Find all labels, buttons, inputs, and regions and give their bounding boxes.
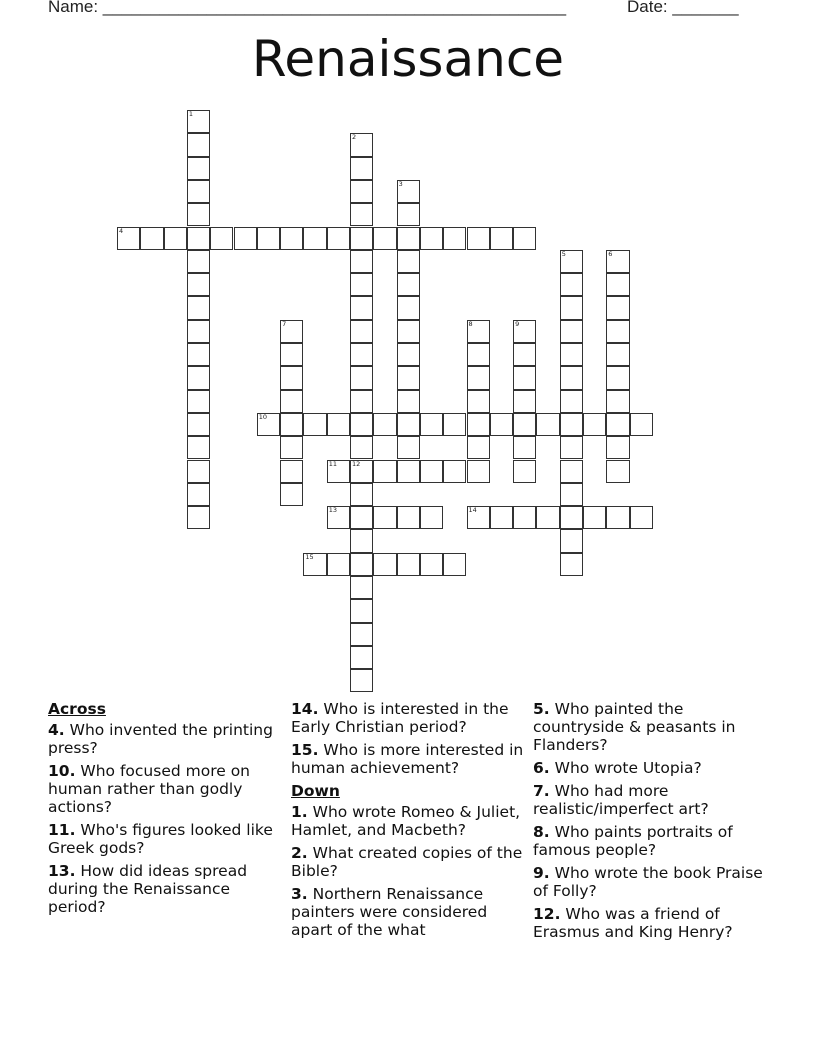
grid-cell[interactable] bbox=[536, 413, 559, 436]
clue-text: Northern Renaissance painters were considered apart of the what bbox=[291, 885, 488, 939]
cell-number: 15 bbox=[305, 552, 314, 561]
grid-cell[interactable] bbox=[513, 366, 536, 389]
grid-cell[interactable] bbox=[187, 227, 210, 250]
grid-cell[interactable] bbox=[606, 436, 629, 459]
down-heading: Down bbox=[291, 782, 340, 800]
grid-cell[interactable] bbox=[397, 553, 420, 576]
clue-item bbox=[291, 741, 527, 777]
grid-cell[interactable] bbox=[350, 390, 373, 413]
cell-number: 2 bbox=[352, 133, 357, 142]
grid-cell[interactable] bbox=[187, 296, 210, 319]
clue-item bbox=[533, 905, 773, 941]
clue-number: 14. bbox=[291, 700, 319, 718]
grid-cell[interactable] bbox=[467, 413, 490, 436]
across-clue-list bbox=[48, 721, 284, 916]
grid-cell[interactable] bbox=[397, 250, 420, 273]
cell-number: 8 bbox=[468, 319, 473, 328]
grid-cell[interactable] bbox=[257, 413, 280, 436]
down-clue-list-cont bbox=[533, 700, 773, 941]
grid-cell[interactable] bbox=[187, 133, 210, 156]
grid-cell[interactable] bbox=[397, 390, 420, 413]
grid-cell[interactable] bbox=[303, 227, 326, 250]
grid-cell[interactable] bbox=[490, 227, 513, 250]
cell-number: 9 bbox=[515, 319, 520, 328]
grid-cell[interactable] bbox=[467, 227, 490, 250]
grid-cell[interactable] bbox=[443, 413, 466, 436]
grid-cell[interactable] bbox=[397, 203, 420, 226]
grid-cell[interactable] bbox=[280, 460, 303, 483]
clue-text: Who wrote Romeo & Juliet, Hamlet, and Macbeth? bbox=[291, 803, 521, 839]
grid-cell[interactable] bbox=[327, 553, 350, 576]
grid-cell[interactable] bbox=[560, 529, 583, 552]
name-field-label: Name: _________________________________________________ bbox=[48, 0, 567, 16]
grid-cell[interactable] bbox=[513, 413, 536, 436]
clue-item bbox=[533, 823, 773, 859]
grid-cell[interactable] bbox=[280, 413, 303, 436]
cell-number: 10 bbox=[258, 412, 268, 421]
grid-cell[interactable] bbox=[350, 413, 373, 436]
clue-number: 9. bbox=[533, 864, 550, 882]
clue-column-3 bbox=[533, 700, 773, 946]
grid-cell[interactable] bbox=[187, 320, 210, 343]
grid-cell[interactable] bbox=[606, 320, 629, 343]
clue-column-2 bbox=[291, 700, 527, 944]
grid-cell[interactable] bbox=[350, 157, 373, 180]
grid-cell[interactable] bbox=[583, 506, 606, 529]
clue-text: Who is more interested in human achievement? bbox=[291, 741, 524, 777]
clue-item bbox=[533, 759, 773, 777]
cell-number: 13 bbox=[328, 506, 337, 515]
grid-cell[interactable] bbox=[350, 273, 373, 296]
clue-text: Who is interested in the Early Christian period? bbox=[291, 700, 509, 736]
clue-number: 4. bbox=[48, 721, 65, 739]
clue-item bbox=[291, 803, 527, 839]
clue-item bbox=[48, 721, 284, 757]
date-field-label: Date: _______ bbox=[627, 0, 739, 16]
grid-cell[interactable] bbox=[373, 460, 396, 483]
grid-cell[interactable] bbox=[467, 320, 490, 343]
clue-number: 3. bbox=[291, 885, 308, 903]
grid-cell[interactable] bbox=[117, 227, 140, 250]
grid-cell[interactable] bbox=[140, 227, 163, 250]
clue-text: Who invented the printing press? bbox=[48, 721, 273, 757]
cell-number: 12 bbox=[352, 459, 361, 468]
grid-cell[interactable] bbox=[513, 436, 536, 459]
grid-cell[interactable] bbox=[560, 343, 583, 366]
grid-cell[interactable] bbox=[350, 203, 373, 226]
cell-number: 14 bbox=[468, 506, 477, 515]
grid-cell[interactable] bbox=[606, 390, 629, 413]
grid-cell[interactable] bbox=[350, 669, 373, 692]
grid-cell[interactable] bbox=[350, 460, 373, 483]
grid-cell[interactable] bbox=[490, 413, 513, 436]
grid-cell[interactable] bbox=[187, 110, 210, 133]
grid-cell[interactable] bbox=[397, 460, 420, 483]
grid-cell[interactable] bbox=[327, 506, 350, 529]
grid-cell[interactable] bbox=[420, 506, 443, 529]
grid-cell[interactable] bbox=[467, 366, 490, 389]
grid-cell[interactable] bbox=[327, 227, 350, 250]
grid-cell[interactable] bbox=[373, 227, 396, 250]
grid-cell[interactable] bbox=[560, 553, 583, 576]
cell-number: 11 bbox=[328, 459, 337, 468]
clue-text: Who wrote the book Praise of Folly? bbox=[533, 864, 763, 900]
grid-cell[interactable] bbox=[350, 227, 373, 250]
grid-cell[interactable] bbox=[187, 203, 210, 226]
grid-cell[interactable] bbox=[560, 250, 583, 273]
grid-cell[interactable] bbox=[350, 320, 373, 343]
grid-cell[interactable] bbox=[513, 343, 536, 366]
grid-cell[interactable] bbox=[187, 343, 210, 366]
clue-item bbox=[291, 844, 527, 880]
cell-number: 4 bbox=[119, 226, 124, 235]
grid-cell[interactable] bbox=[513, 460, 536, 483]
clue-text: What created copies of the Bible? bbox=[291, 844, 523, 880]
grid-cell[interactable] bbox=[583, 413, 606, 436]
clue-text: Who paints portraits of famous people? bbox=[533, 823, 733, 859]
grid-cell[interactable] bbox=[467, 506, 490, 529]
grid-cell[interactable] bbox=[187, 413, 210, 436]
clue-number: 2. bbox=[291, 844, 308, 862]
puzzle-title: Renaissance bbox=[251, 30, 565, 88]
grid-cell[interactable] bbox=[280, 366, 303, 389]
clue-item bbox=[533, 700, 773, 754]
grid-cell[interactable] bbox=[397, 366, 420, 389]
clue-number: 6. bbox=[533, 759, 550, 777]
grid-cell[interactable] bbox=[560, 390, 583, 413]
grid-cell[interactable] bbox=[280, 483, 303, 506]
grid-cell[interactable] bbox=[350, 436, 373, 459]
grid-cell[interactable] bbox=[350, 529, 373, 552]
clue-number: 13. bbox=[48, 862, 76, 880]
grid-cell[interactable] bbox=[443, 553, 466, 576]
grid-cell[interactable] bbox=[513, 506, 536, 529]
grid-cell[interactable] bbox=[560, 436, 583, 459]
clue-item bbox=[48, 862, 284, 916]
clue-number: 1. bbox=[291, 803, 308, 821]
grid-cell[interactable] bbox=[606, 343, 629, 366]
grid-cell[interactable] bbox=[513, 227, 536, 250]
grid-cell[interactable] bbox=[560, 483, 583, 506]
grid-cell[interactable] bbox=[187, 157, 210, 180]
grid-cell[interactable] bbox=[350, 366, 373, 389]
grid-cell[interactable] bbox=[373, 553, 396, 576]
across-clue-list-cont bbox=[291, 700, 527, 777]
clue-text: Who was a friend of Erasmus and King Henry? bbox=[533, 905, 733, 941]
grid-cell[interactable] bbox=[397, 296, 420, 319]
grid-cell[interactable] bbox=[467, 390, 490, 413]
clue-number: 15. bbox=[291, 741, 319, 759]
grid-cell[interactable] bbox=[443, 227, 466, 250]
grid-cell[interactable] bbox=[606, 250, 629, 273]
grid-cell[interactable] bbox=[560, 506, 583, 529]
grid-cell[interactable] bbox=[280, 320, 303, 343]
clue-number: 8. bbox=[533, 823, 550, 841]
grid-cell[interactable] bbox=[397, 227, 420, 250]
cell-number: 6 bbox=[608, 249, 613, 258]
clue-number: 7. bbox=[533, 782, 550, 800]
grid-cell[interactable] bbox=[327, 413, 350, 436]
grid-cell[interactable] bbox=[606, 413, 629, 436]
grid-cell[interactable] bbox=[350, 576, 373, 599]
grid-cell[interactable] bbox=[397, 506, 420, 529]
grid-cell[interactable] bbox=[234, 227, 257, 250]
clue-text: Who wrote Utopia? bbox=[549, 759, 702, 777]
clue-number: 10. bbox=[48, 762, 76, 780]
grid-cell[interactable] bbox=[350, 250, 373, 273]
grid-cell[interactable] bbox=[420, 227, 443, 250]
grid-cell[interactable] bbox=[187, 436, 210, 459]
clue-text: Who's figures looked like Greek gods? bbox=[48, 821, 273, 857]
cell-number: 3 bbox=[398, 179, 403, 188]
grid-cell[interactable] bbox=[606, 506, 629, 529]
grid-cell[interactable] bbox=[187, 506, 210, 529]
grid-cell[interactable] bbox=[397, 320, 420, 343]
grid-cell[interactable] bbox=[327, 460, 350, 483]
grid-cell[interactable] bbox=[164, 227, 187, 250]
grid-cell[interactable] bbox=[350, 180, 373, 203]
clue-item bbox=[291, 700, 527, 736]
clue-text: Who painted the countryside & peasants in Flanders? bbox=[533, 700, 736, 754]
grid-cell[interactable] bbox=[513, 390, 536, 413]
grid-cell[interactable] bbox=[467, 460, 490, 483]
clue-text: How did ideas spread during the Renaissance period? bbox=[48, 862, 248, 916]
grid-cell[interactable] bbox=[536, 506, 559, 529]
grid-cell[interactable] bbox=[606, 366, 629, 389]
grid-cell[interactable] bbox=[397, 180, 420, 203]
grid-cell[interactable] bbox=[420, 553, 443, 576]
grid-cell[interactable] bbox=[560, 273, 583, 296]
cell-number: 7 bbox=[282, 319, 287, 328]
grid-cell[interactable] bbox=[187, 180, 210, 203]
grid-cell[interactable] bbox=[303, 413, 326, 436]
grid-cell[interactable] bbox=[560, 460, 583, 483]
clue-item bbox=[533, 864, 773, 900]
grid-cell[interactable] bbox=[467, 436, 490, 459]
clue-item bbox=[48, 821, 284, 857]
grid-cell[interactable] bbox=[397, 413, 420, 436]
clue-item bbox=[533, 782, 773, 818]
grid-cell[interactable] bbox=[420, 460, 443, 483]
grid-cell[interactable] bbox=[350, 623, 373, 646]
grid-cell[interactable] bbox=[560, 320, 583, 343]
grid-cell[interactable] bbox=[280, 343, 303, 366]
grid-cell[interactable] bbox=[280, 227, 303, 250]
grid-cell[interactable] bbox=[606, 460, 629, 483]
clue-number: 12. bbox=[533, 905, 561, 923]
clue-item bbox=[291, 885, 527, 939]
grid-cell[interactable] bbox=[630, 413, 653, 436]
grid-cell[interactable] bbox=[490, 506, 513, 529]
grid-cell[interactable] bbox=[350, 296, 373, 319]
grid-cell[interactable] bbox=[350, 553, 373, 576]
grid-cell[interactable] bbox=[397, 343, 420, 366]
clue-item bbox=[48, 762, 284, 816]
grid-cell[interactable] bbox=[187, 250, 210, 273]
grid-cell[interactable] bbox=[303, 553, 326, 576]
grid-cell[interactable] bbox=[257, 227, 280, 250]
grid-cell[interactable] bbox=[187, 390, 210, 413]
cell-number: 1 bbox=[188, 110, 194, 118]
clue-number: 11. bbox=[48, 821, 76, 839]
across-heading: Across bbox=[48, 700, 106, 718]
grid-cell[interactable] bbox=[373, 413, 396, 436]
grid-cell[interactable] bbox=[350, 343, 373, 366]
grid-cell[interactable] bbox=[560, 366, 583, 389]
grid-cell[interactable] bbox=[420, 413, 443, 436]
grid-cell[interactable] bbox=[187, 366, 210, 389]
grid-cell[interactable] bbox=[187, 273, 210, 296]
grid-cell[interactable] bbox=[350, 646, 373, 669]
down-clue-list bbox=[291, 803, 527, 939]
grid-cell[interactable] bbox=[443, 460, 466, 483]
grid-cell[interactable] bbox=[606, 296, 629, 319]
grid-cell[interactable] bbox=[187, 483, 210, 506]
grid-cell[interactable] bbox=[210, 227, 233, 250]
grid-cell[interactable] bbox=[397, 436, 420, 459]
grid-cell[interactable] bbox=[350, 599, 373, 622]
grid-cell[interactable] bbox=[350, 506, 373, 529]
clue-text: Who had more realistic/imperfect art? bbox=[533, 782, 709, 818]
grid-cell[interactable] bbox=[630, 506, 653, 529]
grid-cell[interactable] bbox=[513, 320, 536, 343]
grid-cell[interactable] bbox=[350, 483, 373, 506]
grid-cell[interactable] bbox=[560, 413, 583, 436]
clue-text: Who focused more on human rather than godly actions? bbox=[48, 762, 251, 816]
grid-cell[interactable] bbox=[280, 436, 303, 459]
grid-cell[interactable] bbox=[397, 273, 420, 296]
clue-column-1 bbox=[48, 700, 284, 921]
grid-cell[interactable] bbox=[350, 133, 373, 156]
grid-cell[interactable] bbox=[467, 343, 490, 366]
grid-cell[interactable] bbox=[373, 506, 396, 529]
grid-cell[interactable] bbox=[187, 460, 210, 483]
grid-cell[interactable] bbox=[560, 296, 583, 319]
grid-cell[interactable] bbox=[280, 390, 303, 413]
cell-number: 5 bbox=[561, 249, 566, 258]
grid-cell[interactable] bbox=[606, 273, 629, 296]
clue-number: 5. bbox=[533, 700, 550, 718]
